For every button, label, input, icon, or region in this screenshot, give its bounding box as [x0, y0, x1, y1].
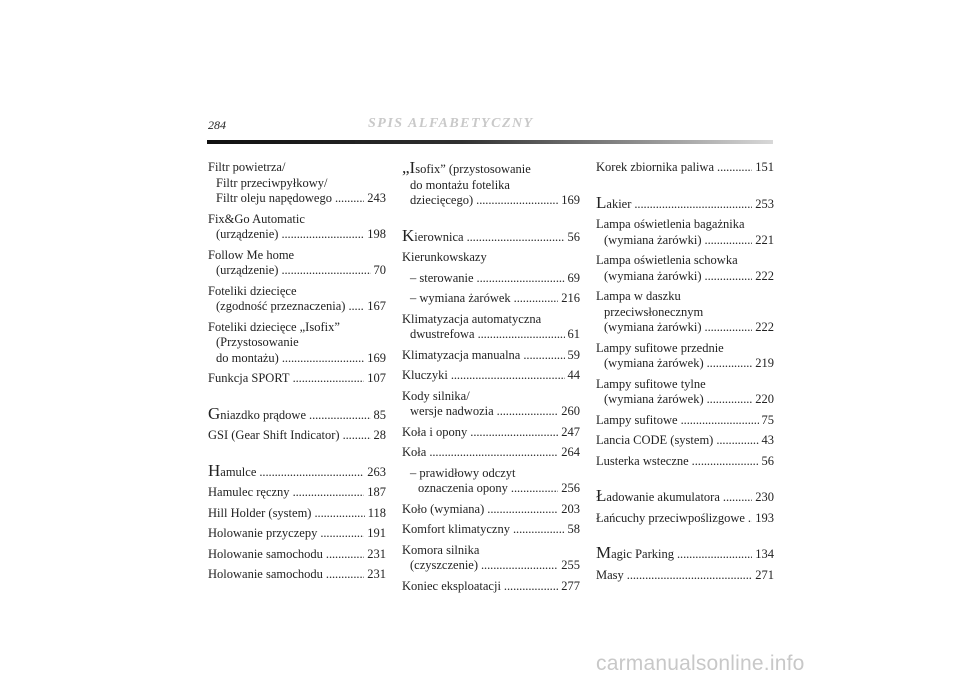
entry-label: (wymiana żarówki) [604, 268, 702, 283]
entry-leader-line [208, 263, 386, 279]
dot-leader [281, 227, 364, 243]
entry-label: – sterowanie [410, 270, 474, 285]
page-ref: 193 [755, 510, 774, 525]
index-entry [208, 160, 386, 207]
dot-leader [293, 371, 365, 387]
entry-label: (wymiana żarówek) [604, 356, 704, 370]
section-initial: L [596, 192, 607, 212]
dot-leader [343, 428, 371, 444]
entry-leader-line [402, 425, 580, 441]
entry-leader-line [402, 327, 580, 343]
index-entry [596, 192, 774, 213]
entry-line: Filtr powietrza/ [208, 160, 286, 174]
entry-leader-line [596, 568, 774, 584]
dot-leader [513, 522, 565, 538]
entry-label: do montażu) [216, 350, 279, 365]
entry-line: Kody silnika/ [402, 388, 470, 403]
index-entry [402, 445, 580, 461]
entry-label: Koniec eksploatacji [402, 578, 501, 593]
entry-label [596, 192, 632, 213]
entry-label: (urządzenie) [216, 263, 279, 277]
entry-label-rest: akier [606, 196, 632, 211]
section-initial: G [208, 403, 221, 423]
section-initial: M [596, 543, 612, 562]
page-ref: 70 [373, 263, 386, 277]
page-ref: 243 [367, 191, 386, 205]
entry-label: (wymiana żarówki) [604, 232, 702, 247]
index-entry [596, 568, 774, 584]
letter-group-gap [596, 531, 774, 545]
entry-label: dziecięcego) [410, 193, 474, 207]
page-ref: 231 [367, 546, 386, 561]
page-ref: 277 [561, 578, 580, 593]
page-ref: 253 [755, 196, 774, 211]
entry-leader-line [208, 526, 386, 542]
entry-label: (zgodność przeznaczenia) [216, 299, 346, 313]
index-entry [596, 289, 774, 336]
index-entry [208, 485, 386, 501]
index-entry [596, 454, 774, 470]
index-entry [402, 579, 580, 595]
page-ref: 85 [373, 407, 386, 422]
entry-leader-line [208, 567, 386, 583]
dot-leader [476, 193, 558, 209]
index-entry [402, 225, 580, 246]
entry-label [596, 545, 674, 563]
index-entry [596, 433, 774, 449]
letter-group-gap [402, 214, 580, 228]
page-ref: 167 [367, 299, 386, 313]
page-ref: 107 [367, 371, 386, 385]
entry-line: (Przystosowanie [216, 335, 299, 349]
page-ref: 169 [561, 193, 580, 207]
letter-group-gap [208, 449, 386, 463]
entry-label: Masy [596, 567, 624, 582]
entry-label: Kluczyki [402, 368, 448, 382]
entry-leader-line [402, 404, 580, 420]
entry-label: GSI (Gear Shift Indicator) [208, 428, 340, 442]
dot-leader [481, 558, 558, 574]
index-entry [402, 543, 580, 574]
entry-leader-line [596, 511, 774, 527]
letter-group-gap [208, 392, 386, 406]
entry-label: Lancia CODE (system) [596, 433, 714, 447]
entry-leader-line [208, 485, 386, 501]
entry-label: Holowanie samochodu [208, 567, 323, 581]
dot-leader [326, 547, 364, 563]
entry-line: „Isofix” (przystosowanie [402, 158, 531, 177]
entry-leader-line [596, 320, 774, 336]
watermark: carmanualsonline.info [596, 652, 805, 675]
page-ref: 255 [561, 558, 580, 572]
index-entry [208, 320, 386, 367]
entry-label: Łańcuchy przeciwpoślizgowe [596, 510, 745, 525]
page-ref: 61 [567, 327, 580, 341]
page-ref: 216 [561, 291, 580, 305]
dot-leader [478, 327, 565, 343]
entry-label: Koła [402, 445, 427, 459]
index-column-3 [596, 160, 774, 588]
entry-leader-line [402, 368, 580, 384]
entry-label-rest: niazdko prądowe [220, 407, 307, 422]
index-entry [402, 271, 580, 287]
index-entry [402, 348, 580, 364]
entry-line: – prawidłowy odczyt [410, 465, 516, 480]
dot-leader [523, 348, 564, 364]
entry-line: Filtr przeciwpyłkowy/ [216, 175, 328, 190]
entry-label: Klimatyzacja manualna [402, 347, 521, 362]
dot-leader [467, 230, 565, 246]
entry-label: Funkcja SPORT [208, 371, 290, 385]
dot-leader [707, 356, 753, 372]
dot-leader [748, 511, 752, 527]
index-entry [208, 506, 386, 522]
index-entry [208, 428, 386, 444]
page-ref: 191 [367, 526, 386, 540]
entry-line: Lampa w daszku [596, 289, 681, 303]
entry-leader-line [402, 348, 580, 364]
entry-leader-line [402, 579, 580, 595]
entry-label: Komfort klimatyczny [402, 522, 510, 536]
entry-line: Komora silnika [402, 542, 480, 557]
entry-leader-line [402, 481, 580, 497]
dot-leader [497, 404, 559, 420]
entry-leader-line [208, 428, 386, 444]
entry-leader-line [208, 191, 386, 207]
index-entry [402, 368, 580, 384]
dot-leader [677, 547, 752, 563]
entry-label: – wymiana żarówek [410, 291, 511, 305]
index-entry [596, 377, 774, 408]
dot-leader [487, 502, 558, 518]
page-ref: 221 [755, 232, 774, 247]
dot-leader [717, 160, 752, 176]
page-ref: 169 [367, 350, 386, 365]
dot-leader [705, 269, 753, 285]
header-rule [207, 140, 773, 144]
entry-leader-line [402, 558, 580, 574]
dot-leader [504, 579, 558, 595]
index-entry [402, 502, 580, 518]
entry-label: (urządzenie) [216, 227, 279, 241]
entry-line: Klimatyzacja automatyczna [402, 311, 542, 326]
entry-leader-line [596, 433, 774, 449]
index-entry [402, 425, 580, 441]
index-entry [208, 212, 386, 243]
index-entry [402, 522, 580, 538]
dot-leader [514, 291, 559, 307]
entry-label: Hill Holder (system) [208, 505, 312, 520]
entry-leader-line [402, 193, 580, 209]
entry-leader-line [208, 506, 386, 522]
page-ref: 222 [755, 320, 774, 334]
entry-line: Fix&Go Automatic [208, 211, 305, 226]
entry-leader-line [402, 445, 580, 461]
dot-leader [723, 490, 752, 506]
dot-leader [281, 263, 370, 279]
entry-label: Koła i opony [402, 424, 468, 439]
index-entry [402, 250, 580, 266]
dot-leader [681, 413, 759, 429]
index-entry [208, 460, 386, 481]
page-number: 284 [208, 118, 226, 132]
dot-leader [282, 351, 364, 367]
dot-leader [259, 465, 364, 481]
index-entry [208, 567, 386, 583]
entry-label: Hamulec ręczny [208, 485, 290, 499]
page-ref: 230 [755, 490, 774, 504]
dot-leader [705, 320, 753, 336]
dot-leader [429, 445, 558, 461]
page-ref: 75 [761, 412, 774, 427]
entry-leader-line [402, 291, 580, 307]
index-entry [402, 160, 580, 209]
entry-leader-line [596, 356, 774, 372]
dot-leader [470, 425, 558, 441]
dot-leader [451, 368, 565, 384]
entry-leader-line [402, 502, 580, 518]
entry-label [402, 225, 464, 246]
index-entry [402, 312, 580, 343]
page-ref: 56 [567, 229, 580, 244]
entry-line: Follow Me home [208, 247, 295, 262]
entry-label [208, 403, 307, 424]
entry-leader-line [596, 413, 774, 429]
entry-label: Korek zbiornika paliwa [596, 160, 715, 174]
entry-leader-line [208, 547, 386, 563]
entry-leader-line [596, 160, 774, 176]
dot-leader [293, 485, 365, 501]
page-ref: 56 [761, 453, 774, 468]
index-entry [208, 526, 386, 542]
page-title: SPIS ALFABETYCZNY [368, 116, 534, 131]
entry-leader-line [208, 299, 386, 315]
page-ref: 220 [755, 392, 774, 406]
entry-line: Foteliki dziecięce [208, 283, 297, 298]
page-ref: 187 [367, 485, 386, 499]
index-entry [208, 403, 386, 424]
page-ref: 59 [567, 347, 580, 362]
page-ref: 44 [567, 368, 580, 382]
page-ref: 69 [567, 270, 580, 285]
index-entry [402, 389, 580, 420]
page-ref: 28 [373, 428, 386, 442]
entry-leader-line [596, 192, 774, 213]
index-column-2 [402, 160, 580, 599]
entry-leader-line [402, 522, 580, 538]
entry-line: Foteliki dziecięce „Isofix” [208, 319, 340, 334]
entry-label: (czyszczenie) [410, 558, 478, 572]
entry-leader-line [208, 460, 386, 481]
dot-leader [314, 506, 364, 522]
dot-leader [692, 454, 759, 470]
dot-leader [320, 526, 364, 542]
entry-leader-line [208, 371, 386, 387]
index-entry [596, 511, 774, 527]
page-ref: 219 [755, 356, 774, 370]
entry-line: Lampy sufitowe tylne [596, 376, 706, 391]
letter-group-gap [596, 474, 774, 488]
entry-label-rest: agic Parking [611, 547, 674, 561]
entry-label: Holowanie samochodu [208, 546, 323, 561]
page-ref: 118 [367, 505, 386, 520]
entry-label: Filtr oleju napędowego [216, 191, 332, 205]
entry-line: Kierunkowskazy [402, 250, 487, 264]
entry-label: oznaczenia opony [418, 481, 508, 495]
page-ref: 271 [755, 567, 774, 582]
page-ref: 231 [367, 567, 386, 581]
index-entry [208, 371, 386, 387]
page-ref: 198 [367, 227, 386, 241]
index-entry [208, 248, 386, 279]
entry-line: do montażu fotelika [410, 177, 510, 192]
entry-line: Lampa oświetlenia bagażnika [596, 217, 745, 231]
index-column-1 [208, 160, 386, 588]
section-initial: K [402, 225, 415, 245]
dot-leader [716, 433, 758, 449]
page-ref: 263 [367, 464, 386, 479]
entry-label: Holowanie przyczepy [208, 526, 318, 540]
entry-label: Lampy sufitowe [596, 412, 678, 427]
entry-line: Lampy sufitowe przednie [596, 340, 724, 355]
entry-label: Lusterka wsteczne [596, 453, 689, 468]
index-entry [596, 488, 774, 506]
page-ref: 260 [561, 404, 580, 418]
page-ref: 203 [561, 501, 580, 516]
dot-leader [627, 568, 752, 584]
page-ref: 134 [755, 547, 774, 561]
index-entry [402, 291, 580, 307]
index-entry [596, 160, 774, 176]
entry-label: (wymiana żarówki) [604, 320, 702, 334]
entry-leader-line [596, 488, 774, 506]
entry-leader-line [402, 271, 580, 287]
entry-leader-line [596, 269, 774, 285]
entry-label: Koło (wymiana) [402, 501, 485, 516]
entry-line: przeciwsłonecznym [604, 304, 704, 319]
entry-leader-line [596, 545, 774, 563]
dot-leader [335, 191, 364, 207]
page-ref: 222 [755, 268, 774, 283]
entry-leader-line [208, 227, 386, 243]
page-ref: 58 [567, 522, 580, 536]
section-initial: Ł [596, 486, 607, 505]
entry-label [596, 488, 720, 506]
page-ref: 256 [561, 481, 580, 495]
letter-group-gap [596, 181, 774, 195]
entry-label: wersje nadwozia [410, 404, 494, 418]
dot-leader [634, 197, 752, 213]
entry-label-rest: adowanie akumulatora [606, 490, 720, 504]
dot-leader [477, 271, 565, 287]
entry-label [208, 460, 257, 481]
index-entry [596, 413, 774, 429]
index-entry [402, 466, 580, 497]
dot-leader [511, 481, 558, 497]
dot-leader [309, 408, 370, 424]
dot-leader [348, 299, 364, 315]
entry-leader-line [596, 454, 774, 470]
index-entry [596, 545, 774, 563]
index-entry [596, 341, 774, 372]
entry-label-rest: ierownica [414, 229, 464, 244]
section-initial: H [208, 460, 221, 480]
page-ref: 264 [561, 445, 580, 459]
index-entry [596, 253, 774, 284]
index-entry [208, 284, 386, 315]
entry-leader-line [596, 392, 774, 408]
index-entry [208, 547, 386, 563]
entry-leader-line [208, 351, 386, 367]
dot-leader [707, 392, 753, 408]
page-ref: 247 [561, 424, 580, 439]
entry-line: Lampa oświetlenia schowka [596, 253, 738, 267]
page-ref: 43 [761, 433, 774, 447]
entry-leader-line [402, 225, 580, 246]
entry-label: dwustrefowa [410, 327, 475, 341]
page-ref: 151 [755, 160, 774, 174]
entry-label: (wymiana żarówek) [604, 392, 704, 406]
dot-leader [326, 567, 364, 583]
dot-leader [705, 233, 753, 249]
entry-leader-line [208, 403, 386, 424]
entry-leader-line [596, 233, 774, 249]
index-entry [596, 217, 774, 248]
entry-label-rest: amulce [220, 464, 257, 479]
